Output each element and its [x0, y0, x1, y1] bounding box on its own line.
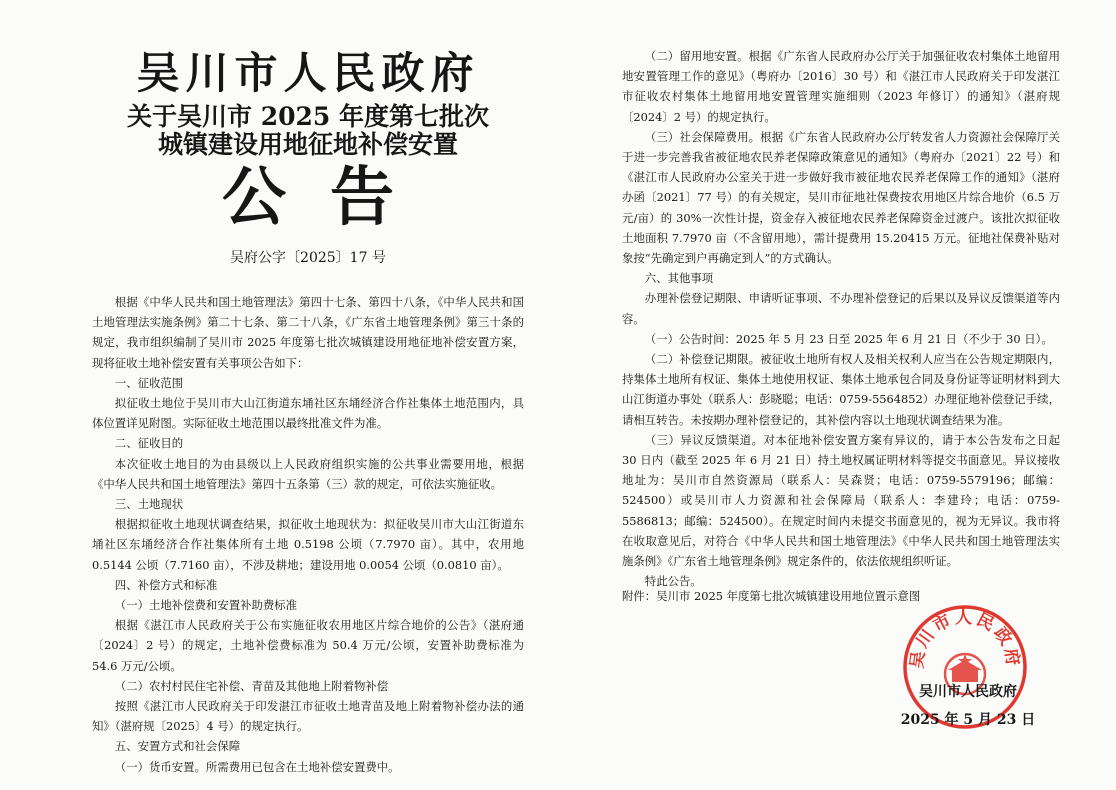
- body-paragraph: （一）公告时间：2025 年 5 月 23 日至 2025 年 6 月 21 日（不少于 30 日）。: [644, 331, 1053, 346]
- body-paragraph: （一）货币安置。所需费用已包含在土地补偿安置费中。: [114, 759, 400, 774]
- body-paragraph: （二）补偿登记期限。被征收土地所有权人及相关权利人应当在公告规定期限内，持集体土地所有权证、集体土地使用权证、集体土地承包合同及身份证等证明材料到大山江街道办事处（联系人：彭晓聪；电话：0759-5564852）办理征地补偿登记手续，请相互转告。未按期办理补偿登记的，其补偿内容以土地现状调查结果为准。: [622, 352, 1060, 427]
- subsection-heading: （二）农村村民住宅补偿、青苗及其他地上附着物补偿: [114, 678, 389, 693]
- body-paragraph: 根据《湛江市人民政府关于公布实施征收农用地区片综合地价的公告》（湛府通〔2024〕2 号）的规定，土地补偿费标准为 50.4 万元/公顷，安置补助费标准为 54.6 万元/公顷。: [92, 618, 524, 673]
- notice-big-title: 公告: [222, 160, 438, 235]
- body-paragraph: （二）留用地安置。根据《广东省人民政府办公厅关于加强征收农村集体土地留用地安置管理工作的意见》（粤府办〔2016〕30 号）和《湛江市人民政府关于印发湛江市征收农村集体土地留用地安置管理实施细则（2023 年修订）的通知》（湛府规〔2024〕2 号）的规定执行。: [622, 49, 1060, 124]
- left-column-body: [92, 292, 524, 777]
- document-number: 吴府公字〔2025〕17 号: [230, 250, 386, 266]
- body-paragraph: 根据拟征收土地现状调查结果，拟征收土地现状为：拟征收吴川市大山江街道东埇社区东埇经济合作社集体所有土地 0.5198 公顷（7.7970 亩）。其中，农用地 0.5144 公顷（7.7160 亩），不涉及耕地；建设用地 0.0054 公顷（0.0810 亩）。: [92, 517, 524, 572]
- subsection-heading: （一）土地补偿费和安置补助费标准: [114, 598, 298, 613]
- body-paragraph: 按照《湛江市人民政府关于印发湛江市征收土地青苗及地上附着物补偿办法的通知》（湛府规〔2025〕4 号）的规定执行。: [92, 699, 524, 734]
- body-paragraph: 拟征收土地位于吴川市大山江街道东埇社区东埇经济合作社集体土地范围内，具体位置详见附图。实际征收土地范围以最终批准文件为准。: [92, 396, 524, 431]
- signature-block: [898, 678, 1038, 734]
- signature-date: 2025 年 5 月 23 日: [900, 712, 1036, 728]
- section-heading: 五、安置方式和社会保障: [114, 739, 241, 754]
- section-heading: 三、土地现状: [114, 497, 184, 512]
- intro-paragraph: 根据《中华人民共和国土地管理法》第四十七条、第四十八条，《中华人民共和国土地管理法实施条例》第二十七条、第二十八条，《广东省土地管理条例》第三十条的规定，我市组织编制了吴川市 2025 年度第七批次城镇建设用地征地补偿安置方案，现将征收土地补偿安置有关事项公告如下：: [92, 295, 524, 370]
- notice-subtitle-line2: 城镇建设用地征地补偿安置: [157, 130, 458, 159]
- body-paragraph: 办理补偿登记期限、申请听证事项、不办理补偿登记的后果以及异议反馈渠道等内容。: [622, 291, 1060, 326]
- closing-line: 特此公告。: [644, 574, 702, 589]
- seal-arc-text: 吴川市人民政府: [907, 607, 1023, 670]
- body-paragraph: 本次征收土地目的为由县级以上人民政府组织实施的公共事业需要用地，根据《中华人民共和国土地管理法》第四十五条第（三）款的规定，可依法实施征收。: [92, 456, 524, 491]
- right-column-body: [622, 46, 1060, 591]
- notice-subtitle-line1: 关于吴川市 2025 年度第七批次: [127, 102, 489, 131]
- issuer-title: 吴川市人民政府: [136, 49, 480, 99]
- section-heading: 二、征收目的: [114, 436, 184, 451]
- section-heading: 六、其他事项: [644, 271, 714, 286]
- body-paragraph: （三）异议反馈渠道。对本征地补偿安置方案有异议的，请于本公告发布之日起 30 日内（截至 2025 年 6 月 21 日）持土地权属证明材料等提交书面意见。异议接收地址为：吴川市自然资源局（联系人：吴森贤；电话：0759-5579196；邮编：524500）或吴川市人力资源和社会保障局（联系人：李建玲；电话：0759-5586813；邮编：524500）。在规定时间内未提交书面意见的，视为无异议。我市将在收取意见后，对符合《中华人民共和国土地管理法》《中华人民共和国土地管理法实施条例》《广东省土地管理条例》规定条件的，依法依规组织听证。: [622, 432, 1060, 569]
- attachment-line: 附件：吴川市 2025 年度第七批次城镇建设用地位置示意图: [622, 589, 921, 603]
- section-heading: 四、补偿方式和标准: [114, 577, 218, 592]
- signature-org: 吴川市人民政府: [919, 684, 1017, 700]
- section-heading: 一、征收范围: [114, 375, 184, 390]
- body-paragraph: （三）社会保障费用。根据《广东省人民政府办公厅转发省人力资源社会保障厅关于进一步完善我省被征地农民养老保障政策意见的通知》（粤府办〔2021〕22 号）和《湛江市人民政府办公室关于进一步做好我市被征地农民养老保障工作的通知》（湛府办函〔2021〕77 号）的有关规定，吴川市征地社保费按农用地区片综合地价（6.5 万元/亩）的 30%一次性计提，资金存入被征地农民养老保障资金过渡户。该批次拟征收土地面积 7.7970 亩（不含留用地），需计提费用 15.20415 万元。征地社保费补贴对象按“先确定到户再确定到人”的方式确认。: [622, 129, 1060, 266]
